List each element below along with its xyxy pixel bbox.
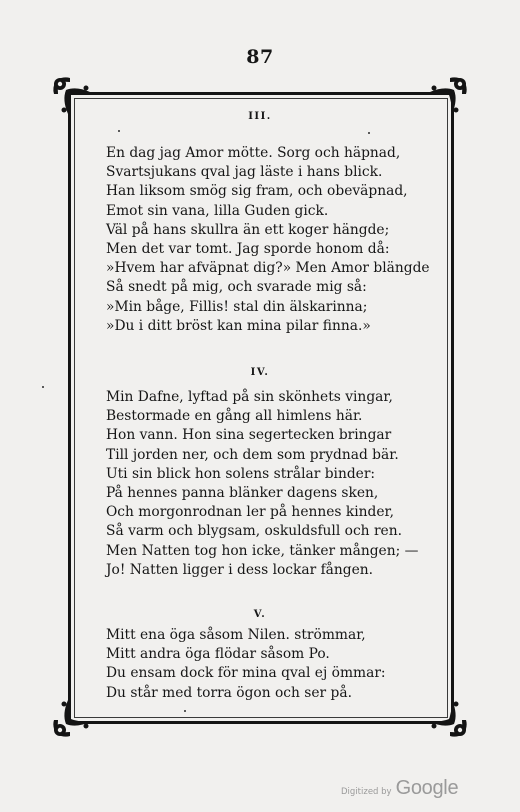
verse-line: Min Dafne, lyftad på sin skönhets vingar, [106, 389, 393, 405]
stanza-iv [106, 388, 419, 580]
verse-line: En dag jag Amor mötte. Sorg och häpnad, [106, 145, 401, 161]
stanza-v [106, 626, 406, 703]
stanza-iii [106, 144, 430, 336]
section-heading-iv: IV. [250, 367, 270, 378]
ink-speck [368, 132, 370, 134]
ink-speck [118, 130, 120, 132]
verse-line: Han liksom smög sig fram, och obeväpnad, [106, 183, 408, 200]
verse-line: Och morgonrodnan ler på hennes kinder, [106, 504, 395, 521]
verse-line: »Min båge, Fillis! stal din älskarinna; [106, 298, 368, 315]
verse-line: På hennes panna blänker dagens sken, [106, 485, 379, 502]
corner-ornament-bottom-left-icon [50, 694, 96, 740]
verse-line: Du ensam dock för mina qval ej ömmar: [106, 665, 386, 682]
verse-line: Uti sin blick hon solens strålar binder: [106, 465, 376, 482]
verse-line: Hon vann. Hon sina segertecken bringar [106, 427, 392, 444]
ink-speck [42, 386, 44, 388]
section-heading-v: V. [253, 609, 267, 620]
verse-line: Bestormade en gång all himlens här. [106, 408, 363, 425]
verse-line: Väl på hans skullra än ett koger hängde; [106, 221, 390, 238]
watermark-prefix: Digitized by [341, 787, 392, 797]
corner-ornament-bottom-right-icon [424, 694, 470, 740]
verse-line: Så snedt på mig, och svarade mig så: [106, 279, 367, 296]
verse-line: Så varm och blygsam, oskuldsfull och ren. [106, 523, 402, 540]
digitized-by-google-watermark [341, 776, 458, 800]
verse-line: Emot sin vana, lilla Guden gick. [106, 202, 329, 219]
verse-line: Men Natten tog hon icke, tänker mången; — [106, 542, 419, 559]
verse-line: Till jorden ner, och dem som prydnad bär. [106, 446, 399, 463]
section-heading-iii: III. [248, 111, 272, 122]
verse-line: Mitt ena öga såsom Nilen. strömmar, [106, 627, 366, 643]
verse-line: »Du i ditt bröst kan mina pilar finna.» [106, 317, 371, 334]
watermark-brand: Google [395, 777, 459, 799]
verse-line: Svartsjukans qval jag läste i hans blick. [106, 164, 383, 181]
verse-line: Jo! Natten ligger i dess lockar fången. [106, 561, 374, 578]
ink-speck [184, 710, 186, 712]
page-number: 87 [246, 46, 274, 68]
verse-line: Mitt andra öga flödar såsom Po. [106, 646, 330, 663]
verse-line: »Hvem har afväpnat dig?» Men Amor blängde [106, 260, 430, 277]
verse-line: Du står med torra ögon och ser på. [106, 684, 352, 701]
verse-line: Men det var tomt. Jag sporde honom då: [106, 241, 390, 258]
